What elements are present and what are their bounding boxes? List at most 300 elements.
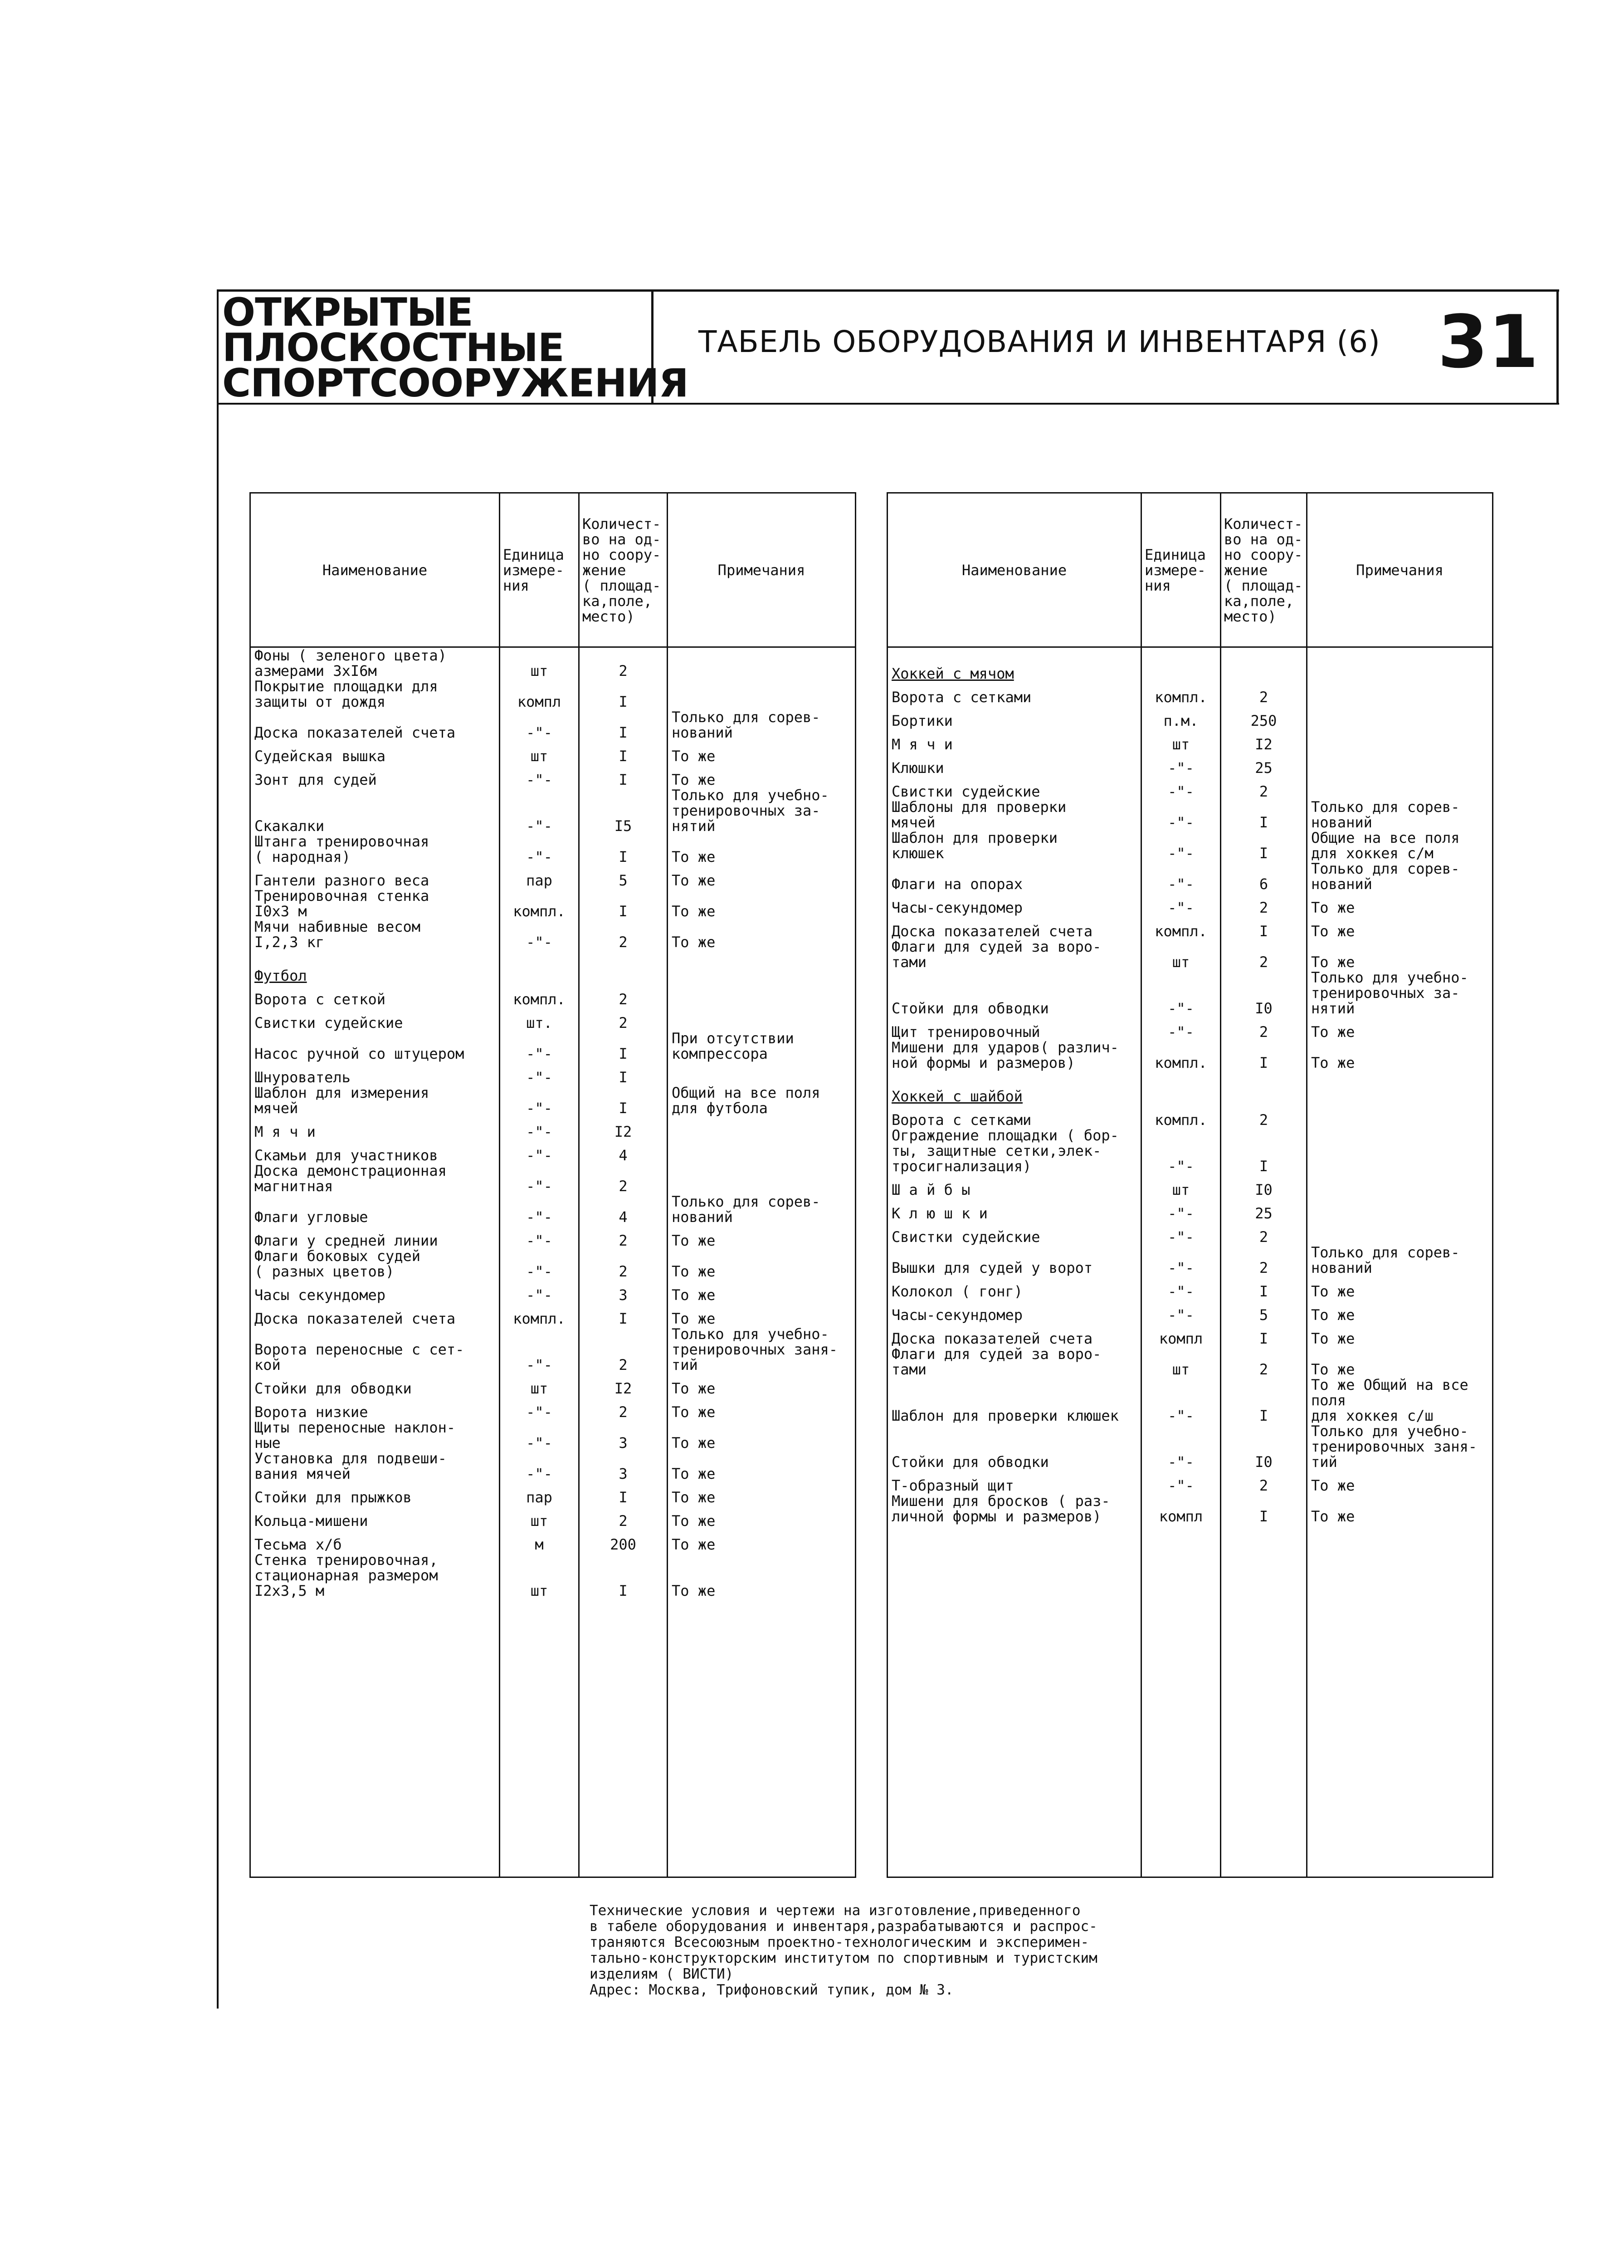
item-unit: -"- [500, 1031, 579, 1061]
table-row [250, 1451, 856, 1481]
item-unit: шт. [500, 1007, 579, 1031]
column-header-name: Наименование [250, 493, 500, 647]
item-qty: 3 [579, 1420, 668, 1451]
item-unit: компл. [1141, 681, 1221, 705]
item-name: Покрытие площадки для защиты от дождя [250, 679, 500, 709]
item-name: Клюшки [888, 752, 1141, 776]
item-note [1307, 705, 1493, 728]
item-note: Только для учебно- тренировочных заня- тий [668, 1326, 856, 1373]
table-row [888, 776, 1493, 799]
item-qty: I [1221, 1377, 1307, 1423]
item-qty: 3 [579, 1279, 668, 1303]
table-row [250, 1031, 856, 1061]
table-row [888, 1104, 1493, 1128]
section-row [250, 950, 856, 983]
item-qty: I [579, 1061, 668, 1085]
table-row [250, 709, 856, 740]
item-note [668, 1139, 856, 1163]
item-name: Свистки судейские [250, 1007, 500, 1031]
item-unit: -"- [500, 709, 579, 740]
item-qty: 2 [579, 1007, 668, 1031]
table-row [250, 1194, 856, 1225]
item-name: Т-образный щит [888, 1470, 1141, 1493]
item-note: При отсутствии компрессора [668, 1031, 856, 1061]
item-name: Зонт для судей [250, 764, 500, 787]
item-note [1307, 752, 1493, 776]
item-name: Установка для подвеши- вания мячей [250, 1451, 500, 1481]
item-note: То же [668, 740, 856, 764]
item-name: Гантели разного веса [250, 865, 500, 888]
item-name: М я ч и [888, 728, 1141, 752]
item-qty: 2 [579, 919, 668, 950]
item-name: Шнурователь [250, 1061, 500, 1085]
item-name: Стойки для обводки [888, 1423, 1141, 1470]
item-note: То же [668, 1505, 856, 1529]
item-name: Доска показателей счета [888, 1323, 1141, 1346]
empty-cell [1141, 1070, 1221, 1104]
table-row [888, 939, 1493, 970]
section-title-line-3: СПОРТСООРУЖЕНИЯ [222, 361, 688, 406]
item-unit: п.м. [1141, 705, 1221, 728]
item-unit: компл. [1141, 915, 1221, 939]
column-header-unit: Единица измере- ния [500, 493, 579, 647]
item-note [668, 647, 856, 679]
empty-cell [668, 950, 856, 983]
item-note [1307, 1174, 1493, 1198]
item-note [668, 1007, 856, 1031]
table-row [250, 1163, 856, 1194]
item-note [668, 983, 856, 1007]
item-unit: -"- [500, 1420, 579, 1451]
table-row [888, 1245, 1493, 1276]
table-row [888, 892, 1493, 915]
item-name: Скакалки [250, 787, 500, 834]
item-unit: шт [500, 740, 579, 764]
item-name: Доска показателей счета [888, 915, 1141, 939]
table-row [250, 1326, 856, 1373]
item-note: То же [668, 764, 856, 787]
item-note: То же [668, 834, 856, 865]
item-note: То же [1307, 1493, 1493, 1524]
item-name: Бортики [888, 705, 1141, 728]
item-name: Доска показателей счета [250, 1303, 500, 1326]
column-header-notes: Примечания [668, 493, 856, 647]
item-unit: -"- [500, 787, 579, 834]
item-note: То же [668, 888, 856, 919]
item-name: Ворота с сетками [888, 681, 1141, 705]
item-unit: -"- [500, 919, 579, 950]
item-qty: 2 [1221, 1470, 1307, 1493]
item-qty: I2 [1221, 728, 1307, 752]
item-unit: компл. [500, 983, 579, 1007]
table-row [250, 919, 856, 950]
table-row [888, 1040, 1493, 1070]
item-note: Только для учебно- тренировочных за- нятий [668, 787, 856, 834]
table-row [250, 740, 856, 764]
item-qty: I [579, 1085, 668, 1116]
item-qty: 2 [1221, 681, 1307, 705]
item-unit: -"- [500, 1451, 579, 1481]
item-note: Только для сорев- нований [1307, 799, 1493, 830]
empty-cell [1307, 647, 1493, 682]
empty-cell [1307, 1524, 1493, 1877]
item-qty: 2 [1221, 1346, 1307, 1377]
page-number: 31 [1438, 299, 1539, 384]
column-header-unit: Единица измере- ния [1141, 493, 1221, 647]
item-unit: -"- [1141, 830, 1221, 861]
item-name: Ворота переносные с сет- кой [250, 1326, 500, 1373]
item-note: То же [1307, 1346, 1493, 1377]
item-name: Часы-секундомер [888, 1299, 1141, 1323]
empty-cell [500, 950, 579, 983]
empty-cell [888, 1524, 1141, 1877]
table-row [250, 1085, 856, 1116]
item-unit: -"- [1141, 1377, 1221, 1423]
empty-cell [250, 1598, 500, 1877]
item-qty: I0 [1221, 1423, 1307, 1470]
empty-cell [1141, 647, 1221, 682]
item-unit: компл. [500, 1303, 579, 1326]
item-note: То же [668, 1248, 856, 1279]
item-name: Тренировочная стенка I0х3 м [250, 888, 500, 919]
item-note [1307, 776, 1493, 799]
item-qty: 2 [579, 1225, 668, 1248]
table-row [888, 1174, 1493, 1198]
item-note [668, 679, 856, 709]
item-unit: шт [500, 647, 579, 679]
item-qty: I [1221, 1040, 1307, 1070]
item-note: Только для сорев- нований [668, 1194, 856, 1225]
item-unit: шт [1141, 1346, 1221, 1377]
table-row [888, 1221, 1493, 1245]
item-qty: 4 [579, 1139, 668, 1163]
item-qty: I [1221, 799, 1307, 830]
empty-cell [668, 1598, 856, 1877]
item-qty: I0 [1221, 970, 1307, 1016]
item-name: Часы секундомер [250, 1279, 500, 1303]
table-row [250, 1303, 856, 1326]
item-note [1307, 1104, 1493, 1128]
item-qty: 5 [1221, 1299, 1307, 1323]
table-row [888, 681, 1493, 705]
left-equipment-table [249, 492, 856, 1878]
frame-left-rule [217, 289, 219, 2009]
table-row [250, 1529, 856, 1552]
table-row [250, 764, 856, 787]
section-heading: Хоккей с мячом [888, 647, 1141, 682]
item-unit: -"- [1141, 1198, 1221, 1221]
empty-cell [1221, 1070, 1307, 1104]
item-note [1307, 681, 1493, 705]
item-unit: -"- [500, 1194, 579, 1225]
table-row [888, 1016, 1493, 1040]
item-unit: -"- [500, 1116, 579, 1139]
empty-cell [579, 950, 668, 983]
item-name: Насос ручной со штуцером [250, 1031, 500, 1061]
item-unit: -"- [500, 764, 579, 787]
item-qty: 2 [1221, 776, 1307, 799]
item-unit: шт [1141, 728, 1221, 752]
item-qty: 2 [579, 983, 668, 1007]
item-unit: шт [500, 1552, 579, 1598]
item-qty: I [579, 1303, 668, 1326]
item-unit: пар [500, 1481, 579, 1505]
item-unit: шт [500, 1505, 579, 1529]
table-row [250, 834, 856, 865]
item-qty: I2 [579, 1373, 668, 1396]
table-row [250, 1061, 856, 1085]
column-header-qty: Количест- во на од- но соору- жение ( площад- ка,поле, место) [579, 493, 668, 647]
empty-cell [1307, 1070, 1493, 1104]
item-qty: 2 [1221, 1016, 1307, 1040]
item-qty: I5 [579, 787, 668, 834]
table-row [888, 1323, 1493, 1346]
table-row [250, 1373, 856, 1396]
item-note: То же [1307, 1276, 1493, 1299]
item-qty: 2 [579, 647, 668, 679]
table-row [250, 1552, 856, 1598]
footnote: Технические условия и чертежи на изготовление,приведенного в табеле оборудования и инвентаря,разрабатываются и распрос- траняются Всесоюзным проектно-технологическим и эксперимен- тально-конструкторским институтом по спортивным и туристским изделиям ( ВИСТИ) Адрес: Москва, Трифоновский тупик, дом № 3. [590, 1902, 1097, 1998]
document-title: ТАБЕЛЬ ОБОРУДОВАНИЯ И ИНВЕНТАРЯ (6) [698, 324, 1380, 359]
item-name: Ворота с сетками [888, 1104, 1141, 1128]
item-qty: I [579, 888, 668, 919]
item-name: Флаги боковых судей ( разных цветов) [250, 1248, 500, 1279]
item-qty: 2 [579, 1248, 668, 1279]
table-row [250, 1396, 856, 1420]
table-row [888, 1198, 1493, 1221]
item-qty: 25 [1221, 752, 1307, 776]
item-name: Судейская вышка [250, 740, 500, 764]
item-note [668, 1061, 856, 1085]
item-qty: 5 [579, 865, 668, 888]
table-row [250, 1139, 856, 1163]
item-note: То же [668, 1303, 856, 1326]
item-qty: I [1221, 915, 1307, 939]
empty-cell [500, 1598, 579, 1877]
item-qty: I [1221, 1493, 1307, 1524]
table-row [888, 1346, 1493, 1377]
item-name: Свистки судейские [888, 776, 1141, 799]
item-note: То же [668, 1225, 856, 1248]
item-unit: компл. [1141, 1104, 1221, 1128]
item-note: То же [1307, 1470, 1493, 1493]
item-note: То же [668, 1451, 856, 1481]
item-note: То же [668, 1396, 856, 1420]
item-unit: компл [1141, 1323, 1221, 1346]
item-qty: 250 [1221, 705, 1307, 728]
item-note: Только для учебно- тренировочных за- нятий [1307, 970, 1493, 1016]
item-qty: 2 [579, 1396, 668, 1420]
item-name: Ворота низкие [250, 1396, 500, 1420]
table-row [250, 679, 856, 709]
item-qty: I [579, 740, 668, 764]
item-qty: 2 [1221, 939, 1307, 970]
item-note: Только для сорев- нований [1307, 861, 1493, 892]
empty-cell [579, 1598, 668, 1877]
item-unit: -"- [500, 1326, 579, 1373]
item-unit: -"- [1141, 776, 1221, 799]
section-row [888, 1070, 1493, 1104]
table-row [888, 728, 1493, 752]
empty-cell [1221, 647, 1307, 682]
item-unit: -"- [500, 1225, 579, 1248]
item-unit: -"- [1141, 1423, 1221, 1470]
item-qty: 2 [579, 1505, 668, 1529]
item-unit: пар [500, 865, 579, 888]
item-name: Мишени для ударов( различ- ной формы и размеров) [888, 1040, 1141, 1070]
item-note: Общие на все поля для хоккея с/м [1307, 830, 1493, 861]
item-note: То же [668, 1279, 856, 1303]
table-row [888, 752, 1493, 776]
item-name: Ш а й б ы [888, 1174, 1141, 1198]
item-note: То же [668, 919, 856, 950]
table-row [888, 799, 1493, 830]
item-qty: I2 [579, 1116, 668, 1139]
table-row [250, 865, 856, 888]
item-note: То же [1307, 939, 1493, 970]
item-unit: -"- [500, 1139, 579, 1163]
item-qty: 25 [1221, 1198, 1307, 1221]
item-note [668, 1163, 856, 1194]
item-unit: -"- [500, 834, 579, 865]
item-unit: -"- [1141, 1128, 1221, 1174]
item-qty: 2 [1221, 1221, 1307, 1245]
table-row [250, 1505, 856, 1529]
item-note: То же [668, 1373, 856, 1396]
item-name: Штанга тренировочная ( народная) [250, 834, 500, 865]
item-note [1307, 1198, 1493, 1221]
item-unit: -"- [1141, 1016, 1221, 1040]
item-unit: шт [1141, 1174, 1221, 1198]
item-note: Только для учебно- тренировочных заня- тий [1307, 1423, 1493, 1470]
item-unit: -"- [1141, 799, 1221, 830]
empty-cell [1221, 1524, 1307, 1877]
table-row [250, 1481, 856, 1505]
item-note [1307, 728, 1493, 752]
item-qty: I [579, 679, 668, 709]
item-qty: I [1221, 830, 1307, 861]
item-qty: I [1221, 1323, 1307, 1346]
column-header-notes: Примечания [1307, 493, 1493, 647]
item-note: То же Общий на все поля для хоккея с/ш [1307, 1377, 1493, 1423]
item-note [668, 1116, 856, 1139]
table-row [250, 888, 856, 919]
item-name: Стойки для обводки [888, 970, 1141, 1016]
table-row [250, 1420, 856, 1451]
frame-right-rule [1556, 289, 1559, 403]
table-row [250, 647, 856, 679]
item-name: Флаги на опорах [888, 861, 1141, 892]
table-row [888, 1470, 1493, 1493]
item-unit: -"- [1141, 892, 1221, 915]
item-note: То же [1307, 892, 1493, 915]
table-row [250, 787, 856, 834]
table-row [888, 1423, 1493, 1470]
item-note: То же [1307, 1016, 1493, 1040]
item-name: Свистки судейские [888, 1221, 1141, 1245]
item-qty: I [579, 834, 668, 865]
item-name: Шаблон для измерения мячей [250, 1085, 500, 1116]
item-note: То же [1307, 1323, 1493, 1346]
item-unit: -"- [500, 1396, 579, 1420]
table-row [250, 1279, 856, 1303]
section-heading: Хоккей с шайбой [888, 1070, 1141, 1104]
item-qty: I [579, 1552, 668, 1598]
table-row [250, 1116, 856, 1139]
table-row [250, 1007, 856, 1031]
column-header-name: Наименование [888, 493, 1141, 647]
item-unit: компл. [500, 888, 579, 919]
item-name: Доска демонстрационная магнитная [250, 1163, 500, 1194]
item-name: К л ю ш к и [888, 1198, 1141, 1221]
item-qty: 2 [1221, 1245, 1307, 1276]
item-note: То же [668, 1481, 856, 1505]
table-row [888, 970, 1493, 1016]
item-qty: I0 [1221, 1174, 1307, 1198]
item-unit: шт [500, 1373, 579, 1396]
item-name: Флаги для судей за воро- тами [888, 1346, 1141, 1377]
item-unit: -"- [500, 1279, 579, 1303]
item-name: Щиты переносные наклон- ные [250, 1420, 500, 1451]
item-qty: 6 [1221, 861, 1307, 892]
section-title-line-2: ПЛОСКОСТНЫЕ [222, 325, 564, 371]
item-unit: шт [1141, 939, 1221, 970]
item-name: Флаги у средней линии [250, 1225, 500, 1248]
item-qty: 200 [579, 1529, 668, 1552]
section-row [888, 647, 1493, 682]
item-unit: -"- [1141, 752, 1221, 776]
item-name: Стенка тренировочная, стационарная размером I2х3,5 м [250, 1552, 500, 1598]
item-unit: компл [1141, 1493, 1221, 1524]
item-qty: I [1221, 1128, 1307, 1174]
item-unit: -"- [1141, 1299, 1221, 1323]
item-qty: I [1221, 1276, 1307, 1299]
item-qty: 2 [1221, 1104, 1307, 1128]
item-name: Ограждение площадки ( бор- ты, защитные сетки,элек- тросигнализация) [888, 1128, 1141, 1174]
item-name: Ворота с сеткой [250, 983, 500, 1007]
item-note: То же [668, 1552, 856, 1598]
table-row [250, 1248, 856, 1279]
item-name: Шаблоны для проверки мячей [888, 799, 1141, 830]
table-row [888, 1299, 1493, 1323]
item-name: Кольца-мишени [250, 1505, 500, 1529]
table-row [888, 1128, 1493, 1174]
item-note: Общий на все поля для футбола [668, 1085, 856, 1116]
table-row [250, 983, 856, 1007]
table-filler-row [250, 1598, 856, 1877]
item-qty: 2 [1221, 892, 1307, 915]
item-unit: -"- [500, 1248, 579, 1279]
column-header-qty: Количест- во на од- но соору- жение ( площад- ка,поле, место) [1221, 493, 1307, 647]
item-name: Вышки для судей у ворот [888, 1245, 1141, 1276]
item-note: То же [668, 1420, 856, 1451]
item-qty: I [579, 1031, 668, 1061]
table-row [888, 915, 1493, 939]
item-name: Шаблон для проверки клюшек [888, 1377, 1141, 1423]
item-name: Скамьи для участников [250, 1139, 500, 1163]
item-note [1307, 1128, 1493, 1174]
item-name: Стойки для прыжков [250, 1481, 500, 1505]
item-qty: I [579, 709, 668, 740]
section-heading: Футбол [250, 950, 500, 983]
item-name: Мячи набивные весом I,2,3 кг [250, 919, 500, 950]
item-note: То же [1307, 915, 1493, 939]
item-name: Мишени для бросков ( раз- личной формы и размеров) [888, 1493, 1141, 1524]
item-name: М я ч и [250, 1116, 500, 1139]
item-qty: 2 [579, 1163, 668, 1194]
item-unit: -"- [1141, 1470, 1221, 1493]
item-name: Флаги для судей за воро- тами [888, 939, 1141, 970]
